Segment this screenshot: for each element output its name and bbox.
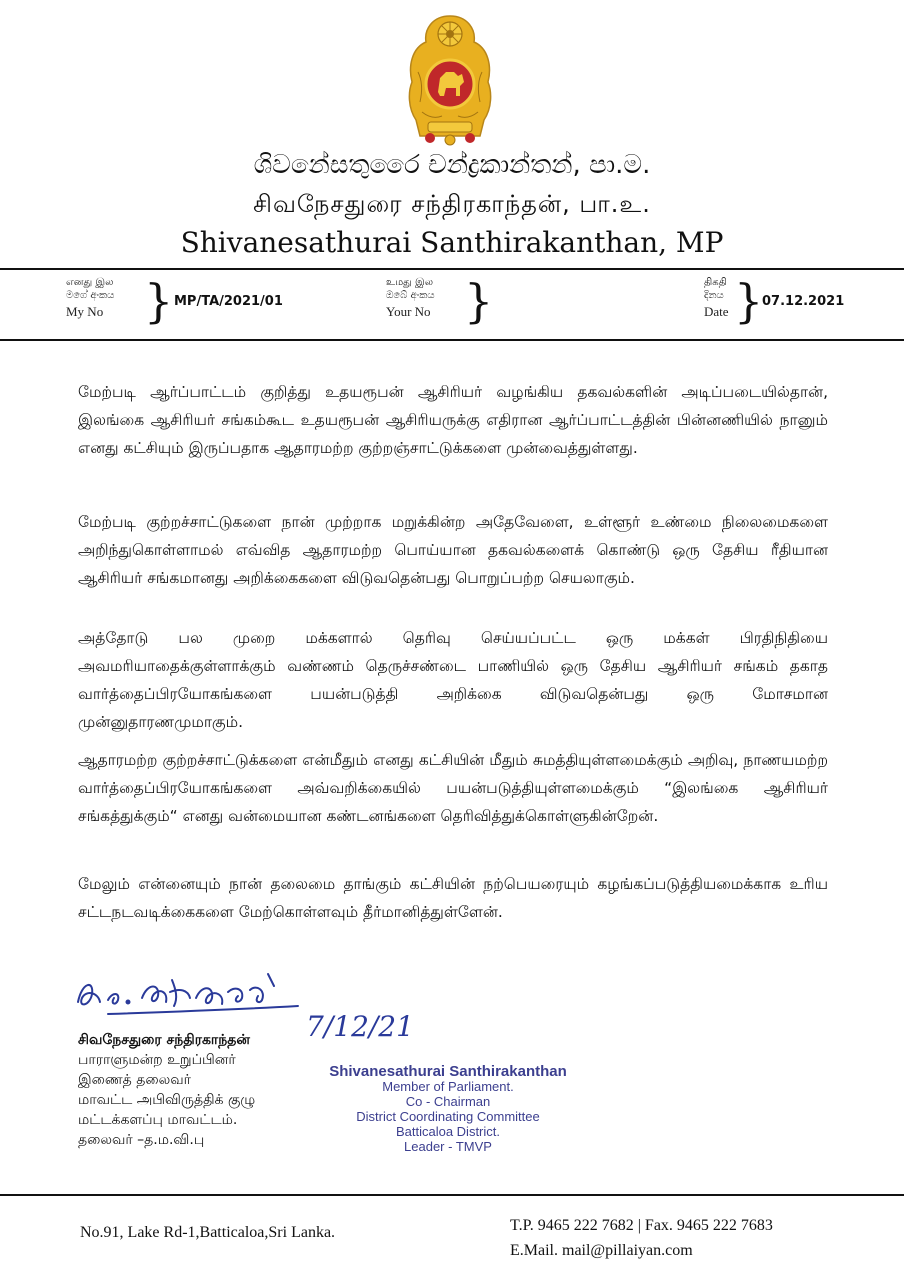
signer-line: மட்டக்களப்பு மாவட்டம். — [78, 1112, 238, 1128]
your-no-label-en: Your No — [386, 304, 431, 319]
signer-line: தலைவர் –த.ம.வி.பு — [78, 1132, 205, 1148]
signer-name: சிவநேசதுரை சந்திரகாந்தன் — [78, 1032, 250, 1048]
handwritten-date-glyphs — [304, 1002, 414, 1046]
signer-block — [78, 1030, 255, 1150]
footer-email: E.Mail. mail@pillaiyan.com — [510, 1242, 693, 1259]
signer-line: மாவட்ட அபிவிருத்திக் குழு — [78, 1092, 256, 1108]
paragraph: மேலும் என்னையும் நான் தலைமை தாங்கும் கட்சியின் நற்பெயரையும் கழங்கப்படுத்தியமைக்காக உரிய சட்டநடவடிக்கைகளை மேற்கொள்ளவும் தீர்மானித்துள்ளேன். — [78, 875, 828, 921]
my-no-label-en: My No — [66, 304, 104, 319]
footer-contact — [510, 1213, 773, 1263]
paragraph: அத்தோடு பல முறை மக்களால் தெரிவு செய்யப்பட்ட ஒரு மக்கள் பிரதிநிதியை அவமரியாதைக்குள்ளாக்கும் வண்ணம் தெருச்சண்டை பாணியில் ஒரு தேசிய ஆசிரியர் சங்கம் தகாத வார்த்தைப்பிரயோகங்களை பயன்படுத்தி அறிக்கை விடுவதென்பது ஒரு மோசமான முன்னுதாரணமுமாகும். — [78, 629, 828, 731]
your-no-block — [386, 276, 526, 332]
signer-line: இணைத் தலைவர் — [78, 1072, 191, 1088]
brace-icon: } — [734, 274, 764, 328]
my-no-label-ta: எனது இல — [66, 277, 114, 288]
date-block — [704, 276, 864, 332]
handwritten-date-text: 7/12/21 — [306, 1010, 414, 1043]
date-label-ta: திகதி — [704, 277, 727, 288]
date-label-si: දිනය — [704, 290, 724, 301]
mp-name-tamil: சிவநேசதுரை சந்திரகாந்தன், பா.உ. — [253, 190, 651, 218]
date-label-en: Date — [704, 304, 729, 319]
handwritten-date — [304, 1002, 414, 1046]
your-no-label-ta: உமது இல — [386, 277, 433, 288]
stamp-line: District Coordinating Committee — [356, 1109, 540, 1124]
reference-divider — [0, 339, 904, 341]
stamp-line: Co - Chairman — [405, 1094, 491, 1109]
stamp-line: Member of Parliament. — [382, 1079, 514, 1094]
paragraph: மேற்படி குற்றச்சாட்டுகளை நான் முற்றாக மறுக்கின்ற அதேவேளை, உள்ளூர் உண்மை நிலைமைகளை அறிந்துகொள்ளாமல் எவ்வித ஆதாரமற்ற பொய்யான தகவல்களைக் கொண்டு ஒரு தேசிய ரீதியான ஆசிரியர் சங்கமானது அறிக்கைகளை விடுவதென்பது பொறுப்பற்ற செயலாகும். — [78, 513, 828, 587]
my-no-label-si: මගේ අංකය — [66, 290, 115, 301]
mp-name-sinhala: ශිවනේසතුරෛ චන්ද්‍රකාන්තන්, පා.ම. — [253, 150, 651, 180]
paragraph: ஆதாரமற்ற குற்றச்சாட்டுக்களை என்மீதும் எனது கட்சியின் மீதும் சுமத்தியுள்ளமைக்கும் அறிவு, நாணயமற்ற வார்த்தைப்பிரயோகங்களை அவ்வறிக்கையில் பயன்படுத்தியுள்ளமைக்கும் “இலங்கை ஆசிரியர் சங்கத்துக்கும்“ எனது வன்மையான கண்டனங்களை தெரிவித்துக்கொள்ளுகின்றேன். — [78, 751, 828, 825]
stamp-name: Shivanesathurai Santhirakanthan — [329, 1063, 567, 1080]
stamp-line: Batticaloa District. — [395, 1124, 501, 1139]
date-value: 07.12.2021 — [762, 294, 845, 309]
my-no-block — [66, 276, 306, 332]
footer-address: No.91, Lake Rd-1,Batticaloa,Sri Lanka. — [80, 1224, 336, 1241]
header-divider — [0, 268, 904, 270]
mp-name-english: Shivanesathurai Santhirakanthan, MP — [180, 226, 724, 259]
sri-lanka-emblem — [402, 12, 498, 148]
my-no-value: MP/TA/2021/01 — [174, 294, 283, 309]
footer-phone-fax: T.P. 9465 222 7682 | Fax. 9465 222 7683 — [510, 1217, 773, 1234]
your-no-label-si: ඔබේ අංකය — [386, 290, 435, 301]
stamp-line: Leader - TMVP — [404, 1139, 492, 1154]
brace-icon: } — [144, 274, 174, 328]
brace-icon: } — [464, 274, 494, 328]
footer-divider — [0, 1194, 904, 1196]
paragraph: மேற்படி ஆர்ப்பாட்டம் குறித்து உதயரூபன் ஆசிரியர் வழங்கிய தகவல்களின் அடிப்படையில்தான், இலங்கை ஆசிரியர் சங்கம்கூட உதயரூபன் ஆசிரியருக்கு எதிரான ஆர்ப்பாட்டத்தின் பின்னணியில் நானும் எனது கட்சியும் இருப்பதாக ஆதாரமற்ற குற்றஞ்சாட்டுக்களை முன்வைத்துள்ளது. — [78, 383, 828, 457]
official-stamp — [326, 1064, 570, 1154]
signer-line: பாராளுமன்ற உறுப்பினர் — [78, 1052, 236, 1068]
